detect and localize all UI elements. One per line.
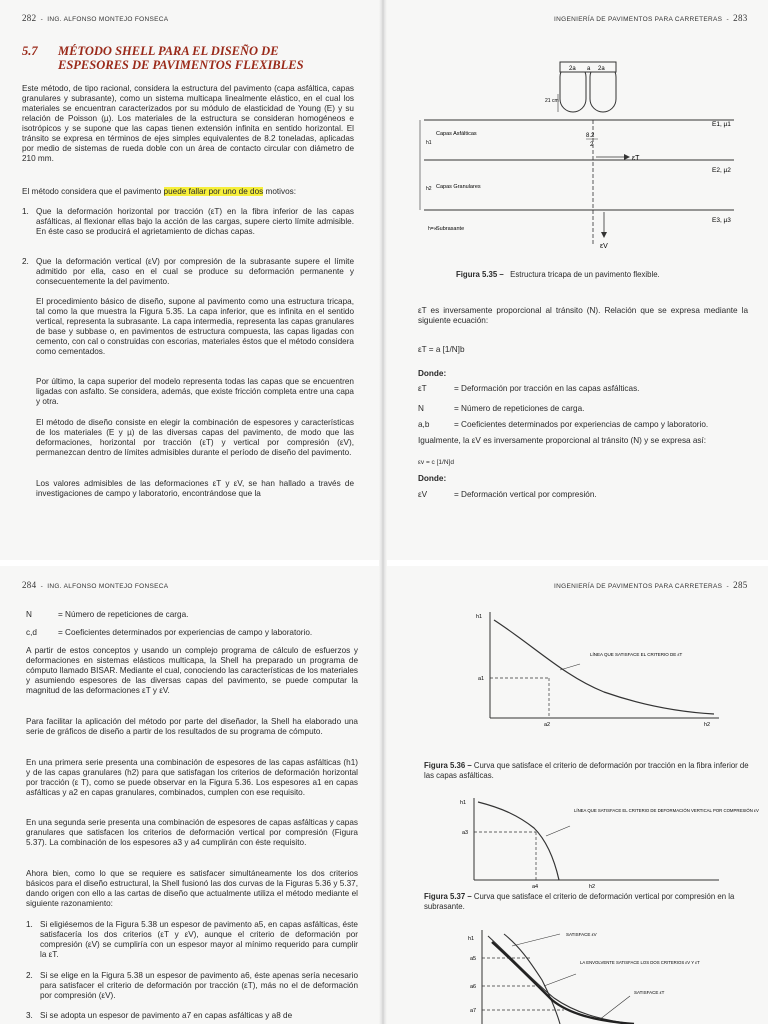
def-symbol: c,d [26,628,37,637]
e2-label: E2, µ2 [712,167,731,174]
caption-text: Estructura tricapa de un pavimento flexible. [510,270,660,279]
paragraph: El método de diseño consiste en elegir la combinación de espesores y características de los materiales (E y µ) de las diversas capas del pavimento, de modo que las deformaciones, horizontal por tracción (εT) y vertical por compresión (εV), permanezcan dentro de límites admisibles durante el período de diseño del pavimento. [36,418,354,457]
header-author: ING. ALFONSO MONTEJO FONSECA [47,583,169,590]
caption-text: Curva que satisface el criterio de deformación por tracción en la fibra inferior de las capas asfálticas. [424,761,749,780]
def-text: = Coeficientes determinados por experiencias de campo y laboratorio. [454,420,709,429]
et-curve [494,620,714,714]
paragraph: Igualmente, la εV es inversamente proporcional al tránsito (N) y se expresa así: [418,436,707,445]
def-symbol: N [26,610,32,619]
paragraph: En una segunda serie presenta una combinación de espesores de capas asfálticas y capas granulares que satisfacen los criterios de deformación vertical por compresión (Figura 5.37). La combinación de los espesores a3 y a4 cumplirán con éste requisito. [26,818,358,847]
page-number: 284 [22,580,37,590]
list-number: 1. [26,920,33,929]
layer-label: Subrasante [436,226,465,232]
equation: εv = c [1/N]d [418,459,454,466]
curve-note: LÍNEA QUE SATISFACE EL CRITERIO DE DEFORMACIÓN VERTICAL POR COMPRESIÓN εV [574,808,759,813]
page-284 [0,566,384,1024]
section-number: 5.7 [22,44,38,58]
figure-caption [456,270,756,280]
a4-label: a4 [532,884,539,890]
curve-note: SATISFACE εV [566,932,597,937]
y-axis-label: h1 [460,800,467,806]
paragraph: En una primera serie presenta una combinación de espesores de las capas asfálticas (h1) y de las capas granulares (h2) para que satisfagan los criterios de deformación horizontal por tracción (ε T), como se puede observar en la Figura 5.36. Los espesores a1 en capas asfálticas y a2 en capas granulares, combinados, cumplen con ese requisito. [26,758,358,797]
a7-label: a7 [470,1008,477,1014]
figure-5-35-diagram [384,40,768,260]
list-item: Si eligiésemos de la Figura 5.38 un espesor de pavimento a5, en capas asfálticas, éste satisfacería los dos criterios (εT y εV), aunque el criterio de deformación por compresión (εV) se cumpliría con un espesor mayor al mínimo requerido para cumplir la εT. [40,920,358,959]
layer-label: Capas Asfálticas [436,131,477,137]
paragraph: Por último, la capa superior del modelo representa todas las capas que se encuentren ligadas con asfalto. Se considera, además, que existe fricción completa entre una capa y otra. [36,377,354,406]
page-number: 282 [22,13,37,23]
e1-label: E1, µ1 [712,121,731,128]
figure-5-37-graph [384,792,768,892]
donde-label: Donde: [418,474,447,483]
x-axis-label: h2 [704,722,711,728]
leader-line [599,996,630,1020]
page-header: INGENIERÍA DE PAVIMENTOS PARA CARRETERAS - 285 [554,580,748,590]
paragraph: Los valores admisibles de las deformaciones εT y εV, se han hallado a través de investigaciones de campo y laboratorio, encontrándose que la [36,479,354,498]
page-header: INGENIERÍA DE PAVIMENTOS PARA CARRETERAS - 283 [554,13,748,23]
list-number: 2. [22,257,29,266]
donde-label: Donde: [418,369,447,378]
leader-line [560,664,580,670]
y-axis-label: h1 [468,936,475,942]
section-title: MÉTODO SHELL PARA EL DISEÑO DE ESPESORES DE PAVIMENTOS FLEXIBLES [58,44,304,72]
def-text: = Deformación por tracción en las capas asfálticas. [454,384,640,393]
def-text: = Número de repeticiones de carga. [454,404,585,413]
curve-note: SATISFACE εT [634,990,665,995]
text-run: El método considera que el pavimento [22,187,164,196]
h1-label: h1 [426,140,432,146]
arrow-head [601,232,607,238]
figure-label: Figura 5.36 – [424,761,472,770]
e3-label: E3, µ3 [712,217,731,224]
page-header: 284 - ING. ALFONSO MONTEJO FONSECA [22,580,169,590]
layer-label: Capas Granulares [436,184,481,190]
paragraph: Ahora bien, como lo que se requiere es satisfacer simultáneamente los dos criterios básicos para el diseño estructural, la Shell fusionó las dos curvas de la Figuras 5.36 y 5.37, dando origen con ello a las cartas de diseño que actualmente utiliza el método mediante el siguiente razonamiento: [26,869,358,908]
def-symbol: εT [418,384,427,393]
figure-label: Figura 5.37 – [424,892,472,901]
list-number: 2. [26,971,33,980]
a2-label: a2 [544,722,551,728]
x-axis-label: h2 [589,884,596,890]
paragraph: A partir de estos conceptos y usando un complejo programa de cálculo de esfuerzos y deformaciones en sistemas elásticos multicapa, la Shell ha preparado un programa de cómputo llamado BISAR. Mediante el cual, conociendo las características de los materiales y asumiendo espesores de las diversas capas del pavimento, se puede computar la magnitud de las deformaciones εT y εV. [26,646,358,695]
figure-caption [424,892,754,911]
leader-line [546,826,570,836]
load-div: 2 [590,142,594,148]
a5-label: a5 [470,956,477,962]
h2-label: h2 [426,186,432,192]
list-number: 3. [26,1011,33,1020]
page-282 [0,0,384,560]
list-item: Que la deformación vertical (εV) por compresión de la subrasante supere el límite admitido por ella, caso en el cual se produce su deformación permanente y consecuentemente la del pavimento. [36,257,354,286]
ev-curve [478,802,559,880]
envelope-curve [492,942,634,1024]
list-item: Que la deformación horizontal por tracción (εT) en la fibra inferior de las capas asfálticas, al flexionar ellas bajo la acción de las cargas, supere cierto límite admisible. En éste caso se producirá el agrietamiento de dichas capas. [36,207,354,236]
list-item: Si se elige en la Figura 5.38 un espesor de pavimento a6, éste apenas sería necesario para satisfacer el criterio de deformación por tracción (εT), más no el de deformación por compresión (εV). [40,971,358,1000]
a3-label: a3 [462,830,469,836]
leader-line [544,974,576,986]
caption-text: Curva que satisface el criterio de deformación vertical por compresión en la subrasante. [424,892,735,911]
paragraph: Este método, de tipo racional, considera la estructura del pavimento (capa asfáltica, capas granulares y subrasante), como un sistema multicapa linealmente elástico, en el cual los materiales se encuentran caracterizados por su módulo de elasticidad de Young (E) y su relación de Poisson (µ). Los materiales de la estructura se consideran homogéneos e isotrópicos y se supone que las capas tienen extensión infinita en sentido horizontal. El tránsito se expresa en términos de ejes simples equivalentes de 8.2 toneladas, aplicadas por medio de sistemas de rueda doble con un área de contacto circular con diámetro de 210 mm. [22,84,354,163]
page-number: 285 [733,580,748,590]
def-text: = Deformación vertical por compresión. [454,490,597,499]
paragraph: El procedimiento básico de diseño, supone al pavimento como una estructura tricapa, tal como la que muestra la Figura 5.35. La capa inferior, que es infinita en el sentido vertical, representa la subrasante. La capa intermedia, representa las capas granulares de base y subbase o, en pavimentos de estructura compuesta, las capas ligadas con cemento, con cal o construidas con escorias, materiales éstos que el método considera como cementados. [36,297,354,356]
book-gutter [379,0,387,1024]
curve-note: LA ENVOLVENTE SATISFACE LOS DOS CRITERIOS εV Y εT [580,960,700,965]
header-book: INGENIERÍA DE PAVIMENTOS PARA CARRETERAS [554,16,723,23]
def-text: = Coeficientes determinados por experiencias de campo y laboratorio. [58,628,313,637]
page-283 [384,0,768,560]
text-run: motivos: [263,187,297,196]
wheel-label: 2a [598,66,605,72]
header-book: INGENIERÍA DE PAVIMENTOS PARA CARRETERAS [554,583,723,590]
page-number: 283 [733,13,748,23]
wheel-label: a [587,66,591,72]
figure-5-36-graph [384,606,768,731]
paragraph: εT es inversamente proporcional al tránsito (N). Relación que se expresa mediante la siguiente ecuación: [418,306,748,325]
a1-label: a1 [478,676,485,682]
figure-caption [424,761,754,780]
et-curve [488,936,634,1024]
highlighted-text: puede fallar por uno de dos [163,187,264,196]
def-symbol: a,b [418,420,430,429]
def-symbol: εV [418,490,428,499]
def-text: = Número de repeticiones de carga. [58,610,189,619]
dimension-label: 21 cm [545,98,559,104]
equation: εT = a [1/N]b [418,345,465,354]
figure-label: Figura 5.35 – [456,270,504,279]
def-symbol: N [418,404,424,413]
figure-5-38-graph [384,920,768,1024]
leader-line [512,934,560,946]
paragraph: Para facilitar la aplicación del método por parte del diseñador, la Shell ha elaborado una serie de gráficos de diseño a partir de los resultados de su programa de cómputo. [26,717,358,736]
hinf-label: h=∞ [428,226,438,232]
y-axis-label: h1 [476,614,483,620]
list-item: Si se adopta un espesor de pavimento a7 en capas asfálticas y a8 de [40,1011,293,1020]
load-label: 8.2 [586,133,595,139]
page-285 [384,566,768,1024]
list-number: 1. [22,207,29,216]
arrow-head [624,154,630,160]
wheel-label: 2a [569,66,576,72]
ev-label: εV [600,243,608,250]
et-label: εT [632,155,640,162]
header-author: ING. ALFONSO MONTEJO FONSECA [47,16,169,23]
curve-note: LÍNEA QUE SATISFACE EL CRITERIO DE εT [590,652,683,657]
page-header: 282 - ING. ALFONSO MONTEJO FONSECA [22,13,169,23]
paragraph [22,187,354,197]
a6-label: a6 [470,984,477,990]
